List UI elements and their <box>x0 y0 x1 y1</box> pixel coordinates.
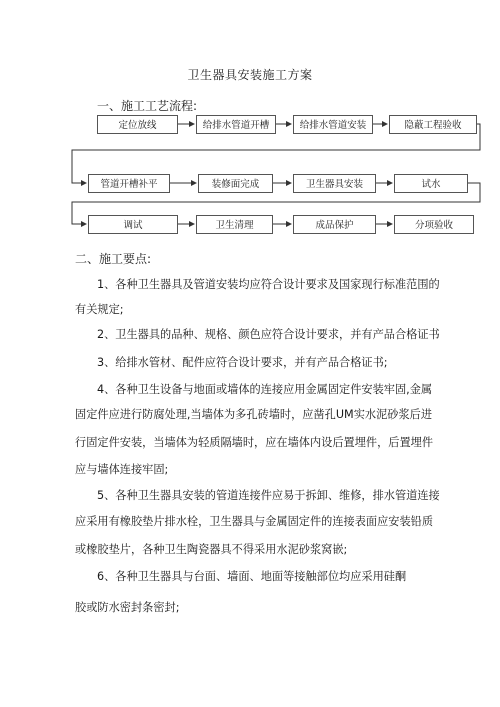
flow-step-7: 卫生器具安装 <box>293 174 376 193</box>
flow-step-9: 调试 <box>88 215 178 234</box>
paragraph-line: 3、给排水管材、配件应符合设计要求，并有产品合格证书; <box>97 356 388 369</box>
section-heading-process: 一、施工工艺流程: <box>97 99 198 113</box>
flow-step-12: 分项验收 <box>394 215 474 234</box>
paragraph-line: 2、卫生器具的品种、规格、颜色应符合设计要求，并有产品合格证书 <box>97 328 440 341</box>
paragraph-line: 胶或防水密封条密封; <box>75 601 180 614</box>
paragraph-line: 6、各种卫生器具与台面、墙面、地面等接触部位均应采用硅酮 <box>97 570 407 583</box>
paragraph-line: 行固定件安装，当墙体为轻质隔墙时，应在墙体内设后置埋件，后置埋件 <box>75 436 434 449</box>
section-heading-key-points: 二、施工要点: <box>75 252 152 266</box>
flow-step-1: 定位放线 <box>97 115 178 134</box>
flow-step-5: 管道开槽补平 <box>88 174 170 193</box>
paragraph-line: 5、各种卫生器具安装的管道连接件应易于拆卸、维修，排水管道连接 <box>97 489 440 502</box>
paragraph-line: 固定件应进行防腐处理,当墙体为多孔砖墙时，应凿孔UM实水泥砂浆后进 <box>75 408 433 421</box>
paragraph-line: 应与墙体连接牢固; <box>75 463 169 476</box>
flow-step-10: 卫生清理 <box>196 215 273 234</box>
flow-step-2: 给排水管道开槽 <box>196 115 276 134</box>
document-title: 卫生器具安装施工方案 <box>187 68 313 82</box>
paragraph-line: 应采用有橡胶垫片排水栓，卫生器具与金属固定件的连接表面应安装铅质 <box>75 515 434 528</box>
flow-step-3: 给排水管道安装 <box>293 115 373 134</box>
flow-step-11: 成品保护 <box>293 215 376 234</box>
flow-step-6: 装修面完成 <box>198 174 273 193</box>
flow-step-8: 试水 <box>394 174 468 193</box>
flow-step-4: 隐蔽工程验收 <box>389 115 477 134</box>
paragraph-line: 4、各种卫生设备与地面或墙体的连接应用金属固定件安装牢固,金属 <box>97 383 433 396</box>
paragraph-line: 或橡胶垫片，各种卫生陶瓷器具不得采用水泥砂浆窝嵌; <box>75 543 348 556</box>
paragraph-line: 1、各种卫生器具及管道安装均应符合设计要求及国家现行标准范围的 <box>97 278 440 291</box>
paragraph-line: 有关规定; <box>75 303 124 316</box>
